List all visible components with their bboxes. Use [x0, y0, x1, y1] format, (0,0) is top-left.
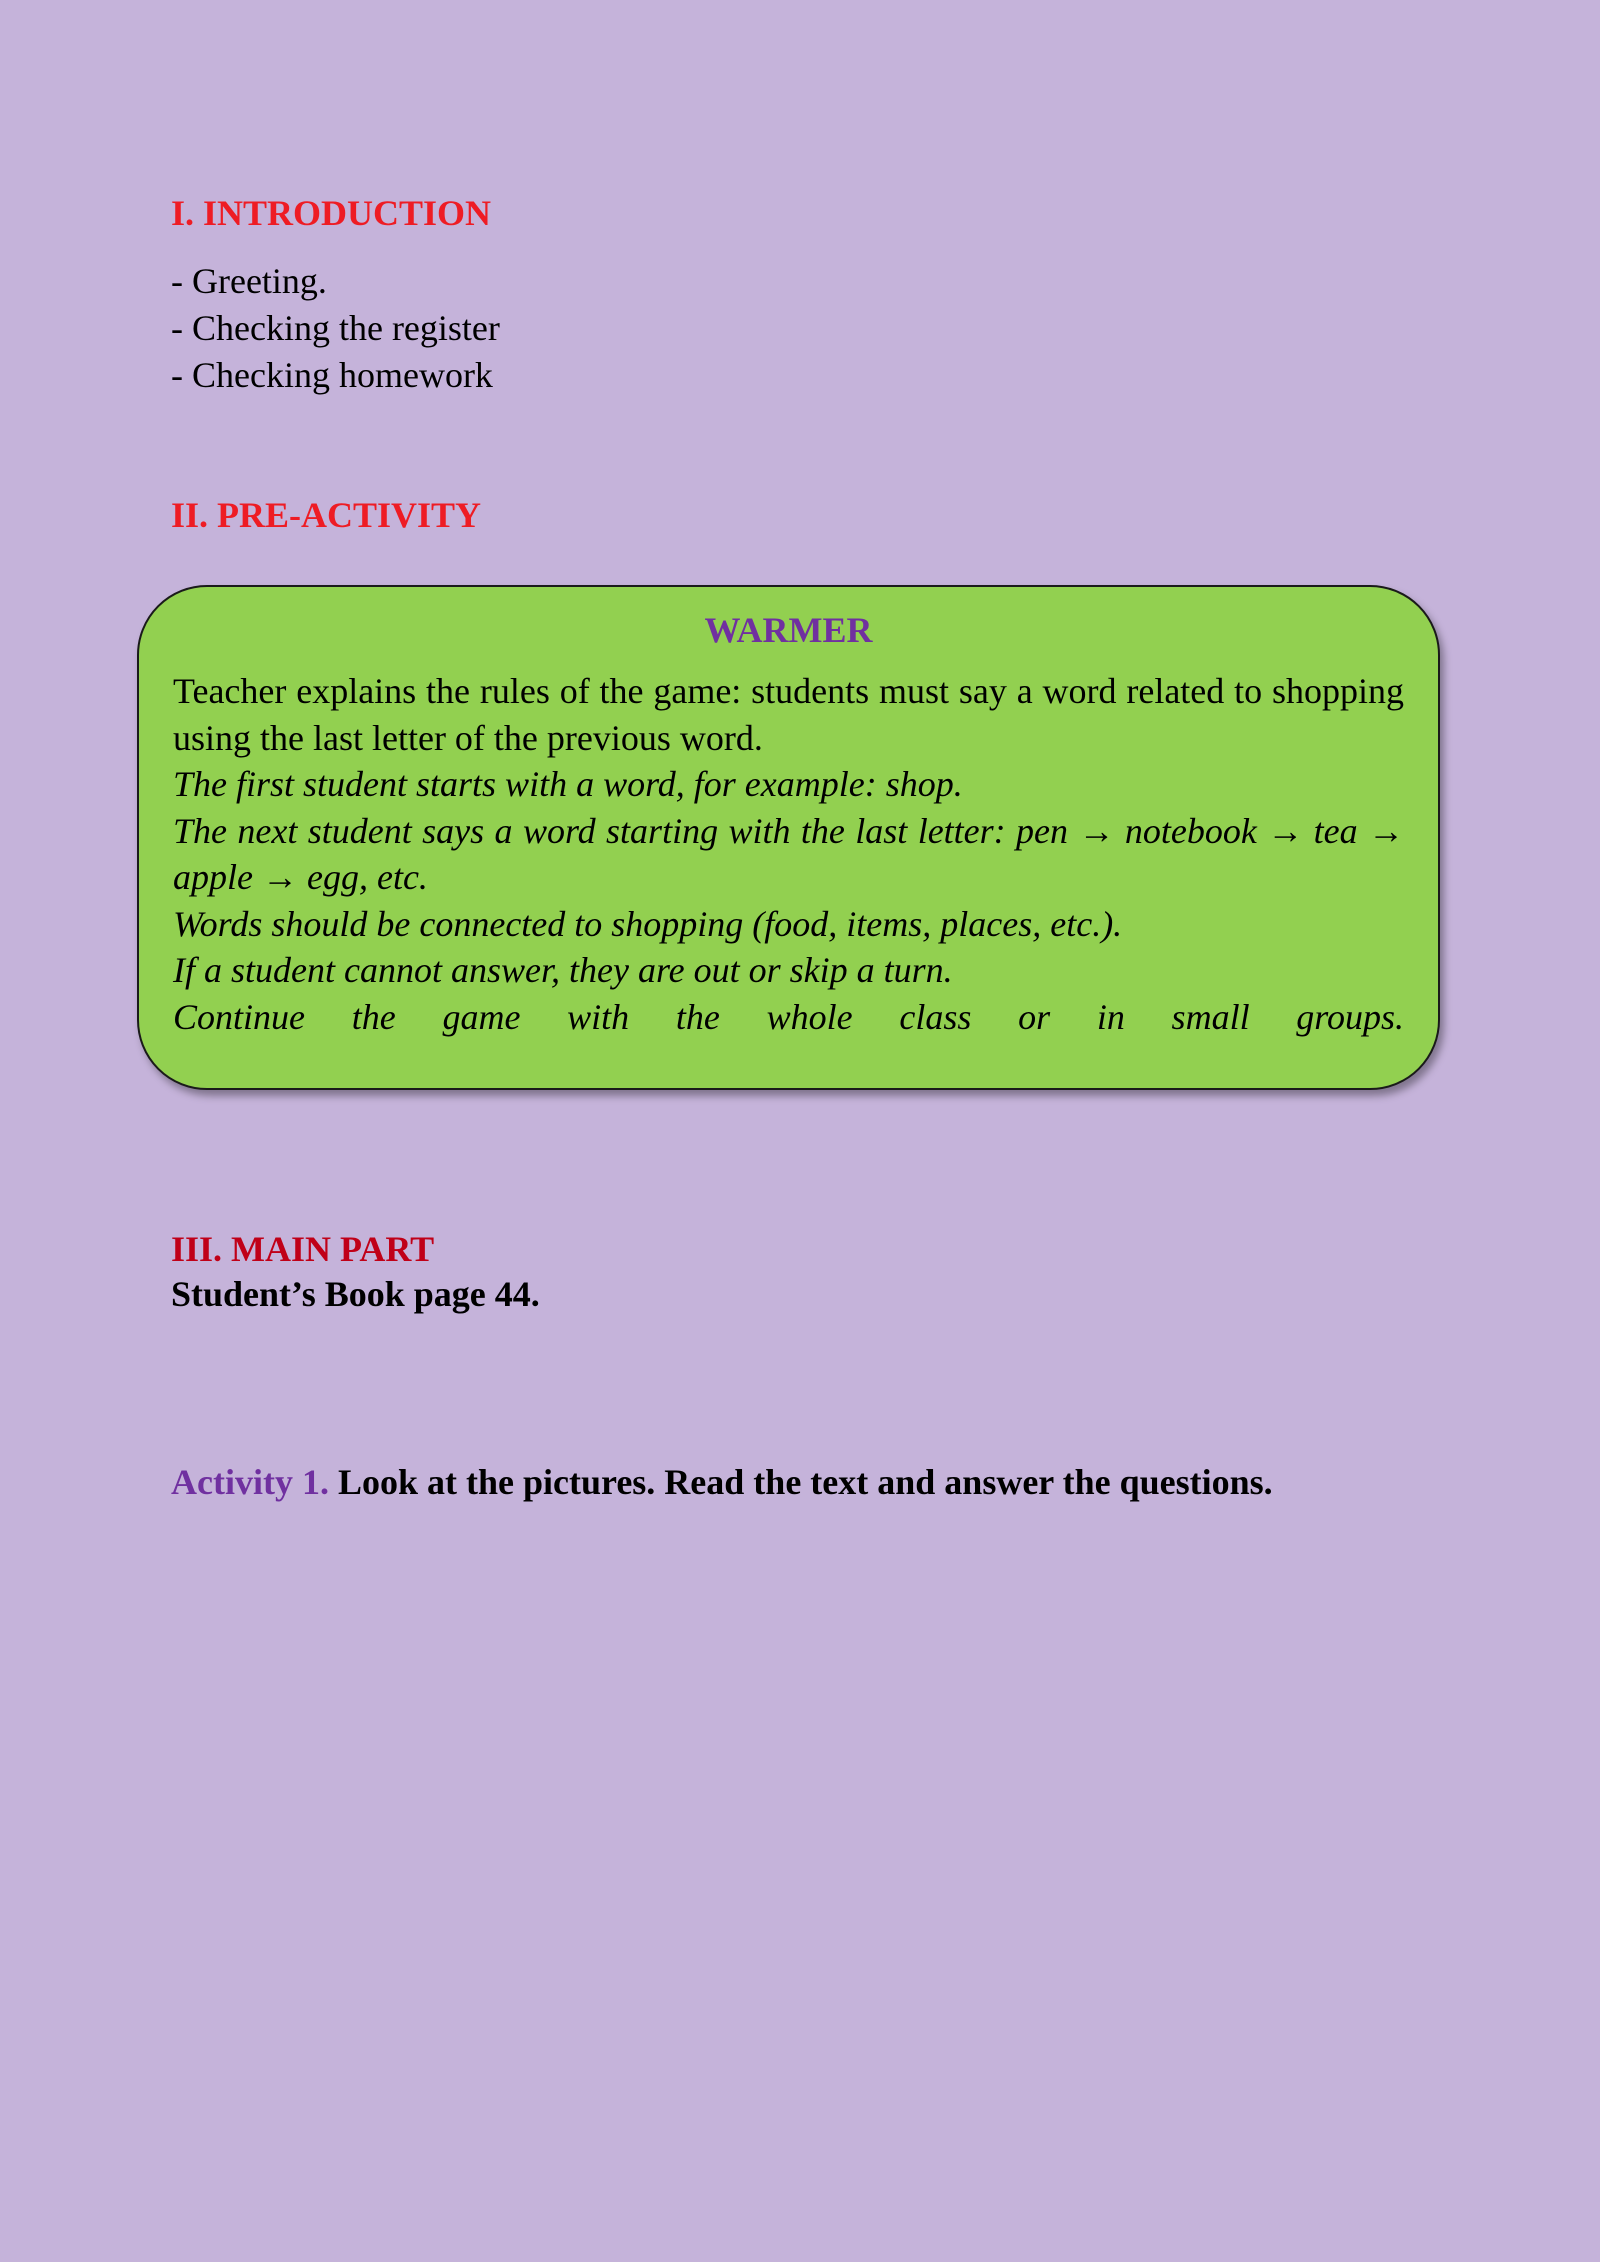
warmer-topic-text: Words should be connected to shopping (food, items, places, etc.). [173, 903, 1123, 944]
warmer-rules-text: Teacher explains the rules of the game: students must say a word related to shopping using the last letter of the previous word. [173, 671, 1404, 758]
activity-number: Activity 1. [171, 1462, 329, 1502]
list-item: - Checking the register [171, 308, 500, 348]
warmer-continue-text: Continue the game with the whole class or in small groups. [173, 996, 1404, 1037]
book-reference: Student’s Book page 44. [171, 1274, 540, 1314]
introduction-list [171, 258, 500, 399]
introduction-heading: I. INTRODUCTION [171, 193, 492, 233]
warmer-chain-text: The next student says a word starting with the last letter: pen → notebook → tea → apple → egg, etc. [173, 810, 1404, 898]
warmer-skip-text: If a student cannot answer, they are out or skip a turn. [173, 950, 953, 991]
warmer-box [137, 585, 1440, 1090]
list-item: - Checking homework [171, 355, 493, 395]
pre-activity-heading: II. PRE-ACTIVITY [171, 495, 482, 535]
warmer-example-text: The first student starts with a word, for example: shop. [173, 764, 963, 805]
main-part-heading: III. MAIN PART [171, 1229, 435, 1269]
list-item: - Greeting. [171, 261, 327, 301]
activity-text: Look at the pictures. Read the text and answer the questions. [328, 1462, 1273, 1502]
warmer-title: WARMER [704, 610, 873, 650]
activity-instruction [171, 1461, 1273, 1504]
